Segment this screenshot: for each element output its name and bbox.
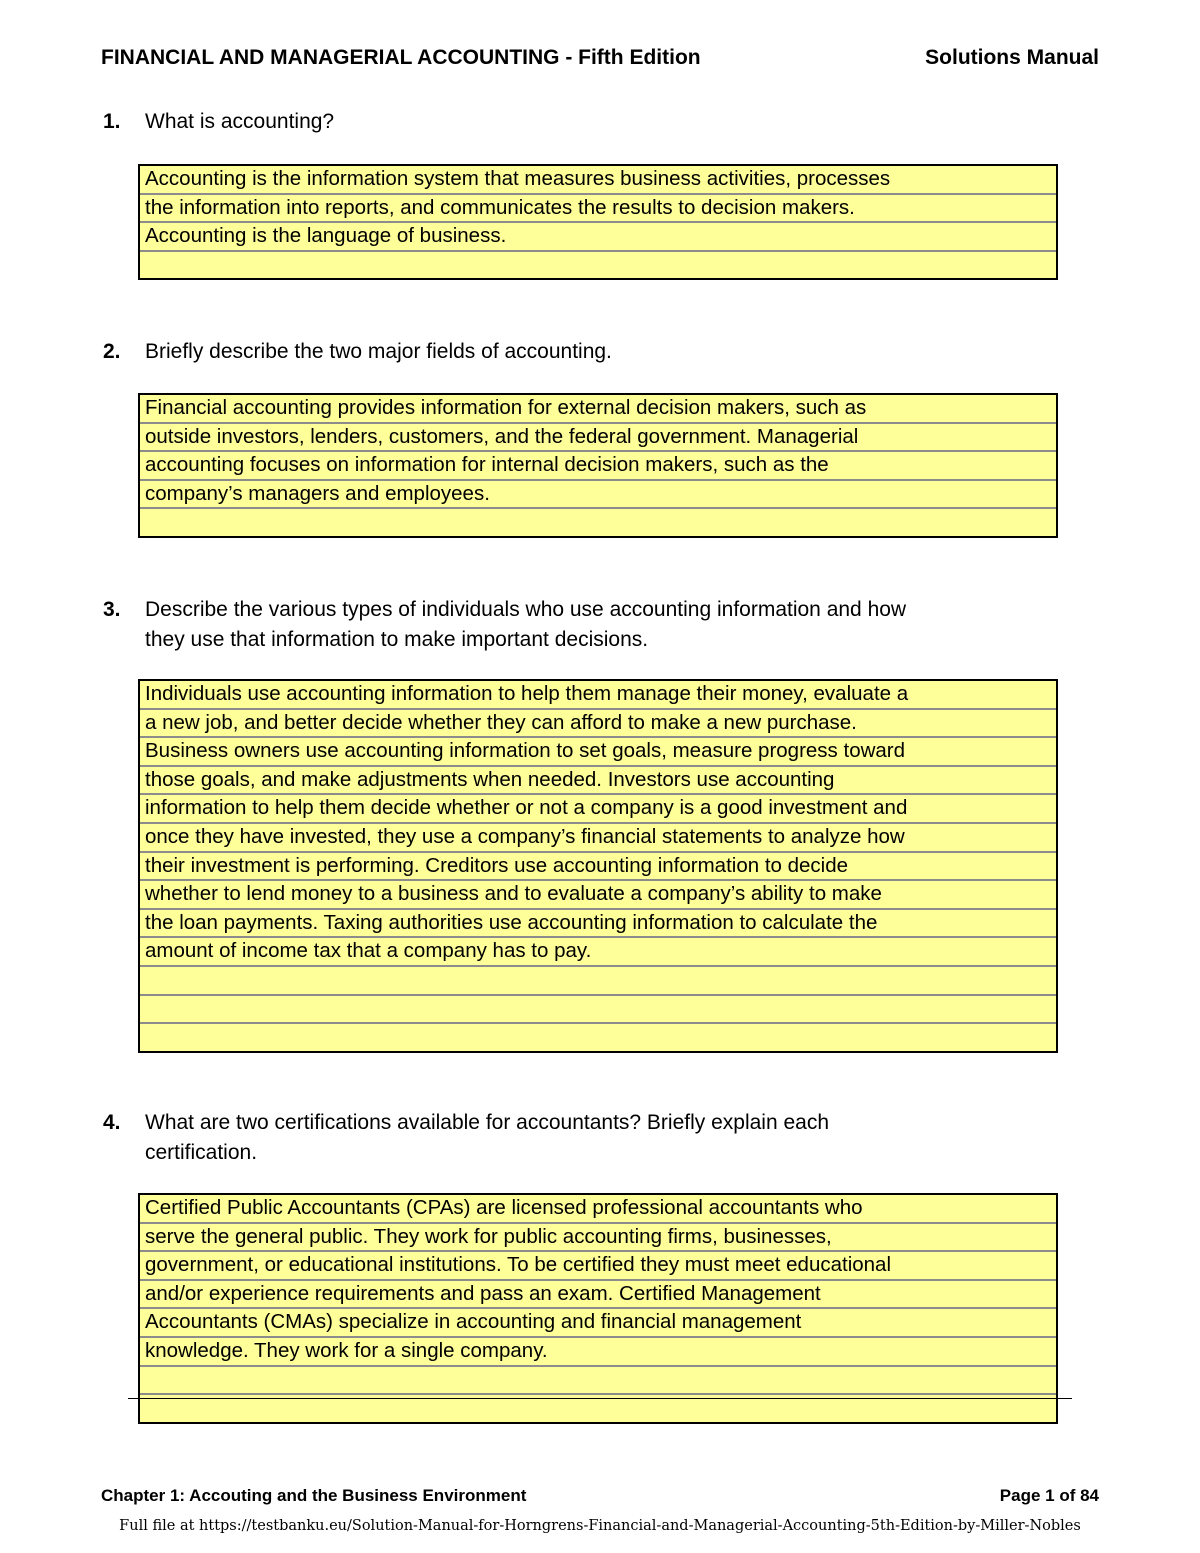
answer-line: the information into reports, and communicates the results to decision makers. (140, 195, 1056, 224)
question-number: 1. (103, 110, 121, 133)
answer-line (140, 509, 1056, 536)
question-text: they use that information to make important decisions. (145, 628, 649, 651)
question-text: Briefly describe the two major fields of accounting. (145, 340, 612, 363)
question-text: What are two certifications available for accountants? Briefly explain each (145, 1111, 830, 1134)
answer-line: those goals, and make adjustments when needed. Investors use accounting (140, 767, 1056, 796)
answer-line: once they have invested, they use a company’s financial statements to analyze how (140, 824, 1056, 853)
answer-line (140, 252, 1056, 279)
question-number: 4. (103, 1111, 121, 1134)
document-type: Solutions Manual (925, 46, 1099, 69)
answer-line: accounting focuses on information for internal decision makers, such as the (140, 452, 1056, 481)
answer-line: information to help them decide whether or not a company is a good investment and (140, 795, 1056, 824)
answer-line (140, 967, 1056, 996)
answer-line (140, 996, 1056, 1025)
answer-line (140, 1395, 1056, 1422)
answer-box-1 (138, 164, 1058, 280)
answer-line: whether to lend money to a business and to evaluate a company’s ability to make (140, 881, 1056, 910)
question-3 (103, 595, 1063, 655)
answer-line: the loan payments. Taxing authorities use accounting information to calculate the (140, 910, 1056, 939)
question-4 (103, 1108, 1063, 1168)
question-1 (103, 107, 1063, 137)
answer-line: knowledge. They work for a single company. (140, 1338, 1056, 1367)
answer-box-3 (138, 679, 1058, 1053)
answer-box-4 (138, 1193, 1058, 1424)
answer-line: their investment is performing. Creditors use accounting information to decide (140, 853, 1056, 882)
source-url-note: Full file at https://testbanku.eu/Solution-Manual-for-Horngrens-Financial-and-Managerial-Accounting-5th-Edition-by-Miller-Nobles (119, 1518, 1081, 1534)
answer-line: company’s managers and employees. (140, 481, 1056, 510)
answer-line: Business owners use accounting information to set goals, measure progress toward (140, 738, 1056, 767)
footer-page-number: Page 1 of 84 (999, 1486, 1099, 1505)
answer-line (140, 1367, 1056, 1396)
document-title: FINANCIAL AND MANAGERIAL ACCOUNTING - Fifth Edition (101, 46, 701, 69)
question-text: certification. (145, 1141, 258, 1164)
question-2 (103, 337, 1063, 367)
question-text: What is accounting? (145, 110, 335, 133)
answer-line (140, 1024, 1056, 1051)
answer-line: amount of income tax that a company has to pay. (140, 938, 1056, 967)
answer-line: Accounting is the language of business. (140, 223, 1056, 252)
question-number: 2. (103, 340, 121, 363)
answer-line: outside investors, lenders, customers, and the federal government. Managerial (140, 424, 1056, 453)
answer-line: serve the general public. They work for public accounting firms, businesses, (140, 1224, 1056, 1253)
question-text: Describe the various types of individuals who use accounting information and how (145, 598, 907, 621)
answer-line: government, or educational institutions. To be certified they must meet educational (140, 1252, 1056, 1281)
answer-line: Certified Public Accountants (CPAs) are licensed professional accountants who (140, 1195, 1056, 1224)
question-number: 3. (103, 598, 121, 621)
answer-line: Accountants (CMAs) specialize in accounting and financial management (140, 1309, 1056, 1338)
answer-box-2 (138, 393, 1058, 538)
answer-line: Accounting is the information system that measures business activities, processes (140, 166, 1056, 195)
page-divider (128, 1398, 1072, 1399)
footer-chapter: Chapter 1: Accouting and the Business Environment (101, 1486, 527, 1505)
answer-line: and/or experience requirements and pass an exam. Certified Management (140, 1281, 1056, 1310)
answer-line: Individuals use accounting information to help them manage their money, evaluate a (140, 681, 1056, 710)
answer-line: a new job, and better decide whether they can afford to make a new purchase. (140, 710, 1056, 739)
answer-line: Financial accounting provides information for external decision makers, such as (140, 395, 1056, 424)
